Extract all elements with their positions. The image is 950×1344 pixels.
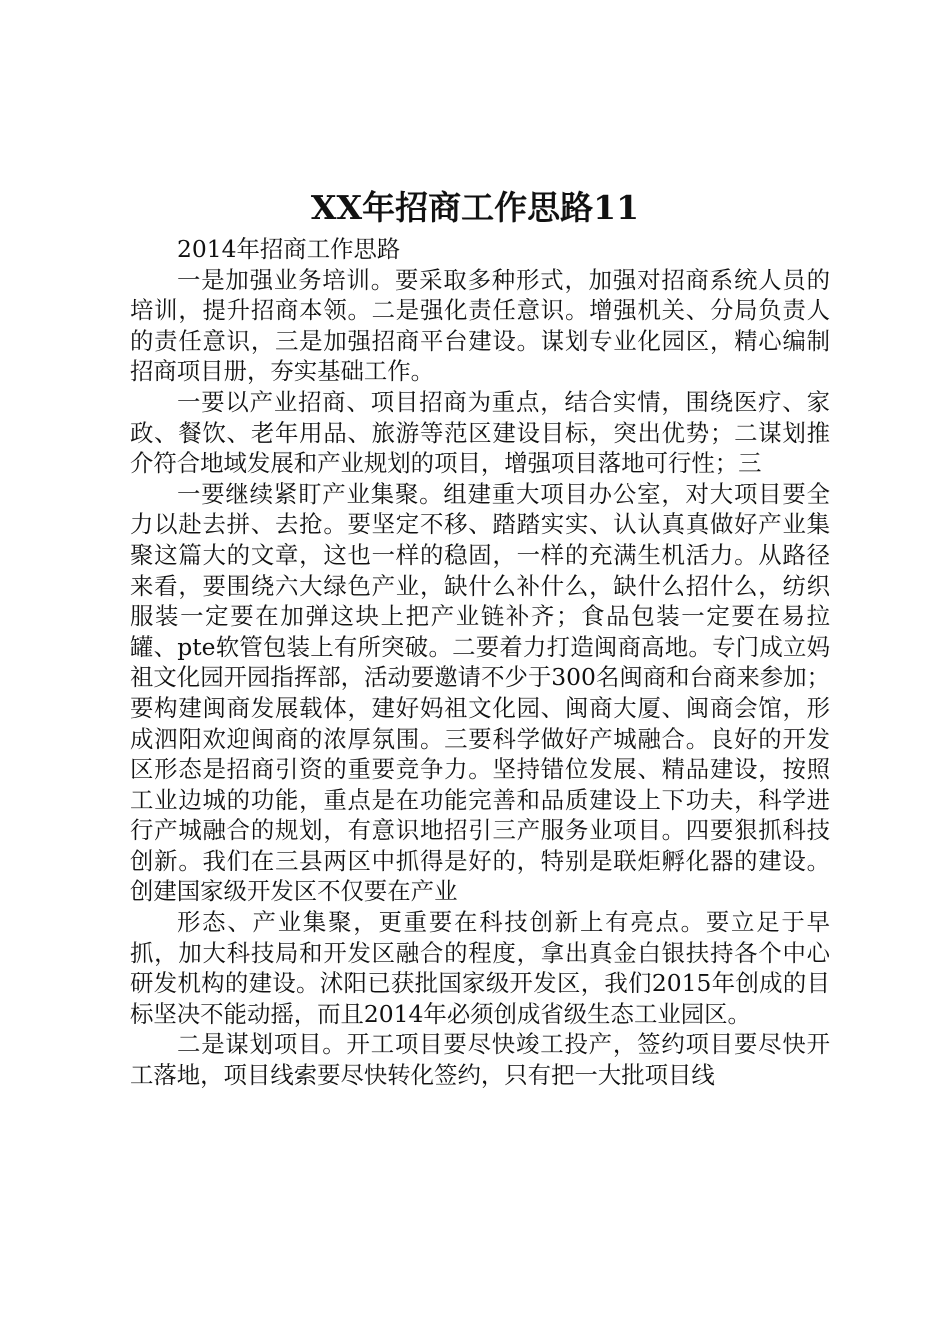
document-subtitle: 2014年招商工作思路 (177, 235, 401, 263)
paragraph: 一要以产业招商、项目招商为重点，结合实情，围绕医疗、家政、餐饮、老年用品、旅游等范区建设目标，突出优势；二谋划推介符合地域发展和产业规划的项目，增强项目落地可行性；三 (130, 387, 830, 478)
paragraph: 二是谋划项目。开工项目要尽快竣工投产，签约项目要尽快开工落地，项目线索要尽快转化签约，只有把一大批项目线 (130, 1030, 830, 1090)
paragraph: 一是加强业务培训。要采取多种形式，加强对招商系统人员的培训，提升招商本领。二是强化责任意识。增强机关、分局负责人的责任意识，三是加强招商平台建设。谋划专业化园区，精心编制招商项目册，夯实基础工作。 (130, 265, 830, 386)
paragraph: 一要继续紧盯产业集聚。组建重大项目办公室，对大项目要全力以赴去拼、去抢。要坚定不移、踏踏实实、认认真真做好产业集聚这篇大的文章，这也一样的稳固，一样的充满生机活力。从路径来看，要围绕六大绿色产业，缺什么补什么，缺什么招什么，纺织服装一定要在加弹这块上把产业链补齐；食品包装一定要在易拉罐、pte软管包装上有所突破。二要着力打造闽商高地。专门成立妈祖文化园开园指挥部，活动要邀请不少于300名闽商和台商来参加；要构建闽商发展载体，建好妈祖文化园、闽商大厦、闽商会馆，形成泗阳欢迎闽商的浓厚氛围。三要科学做好产城融合。良好的开发区形态是招商引资的重要竞争力。坚持错位发展、精品建设，按照工业边城的功能，重点是在功能完善和品质建设上下功夫，科学进行产城融合的规划，有意识地招引三产服务业项目。四要狠抓科技创新。我们在三县两区中抓得是好的，特别是联炬孵化器的建设。创建国家级开发区不仅要在产业 (130, 479, 830, 906)
paragraph: 形态、产业集聚，更重要在科技创新上有亮点。要立足于早抓，加大科技局和开发区融合的程度，拿出真金白银扶持各个中心研发机构的建设。沭阳已获批国家级开发区，我们2015年创成的目标坚决不能动摇，而且2014年必须创成省级生态工业园区。 (130, 908, 830, 1028)
document-body (130, 234, 830, 1091)
document-title: XX年招商工作思路11 (310, 188, 640, 227)
